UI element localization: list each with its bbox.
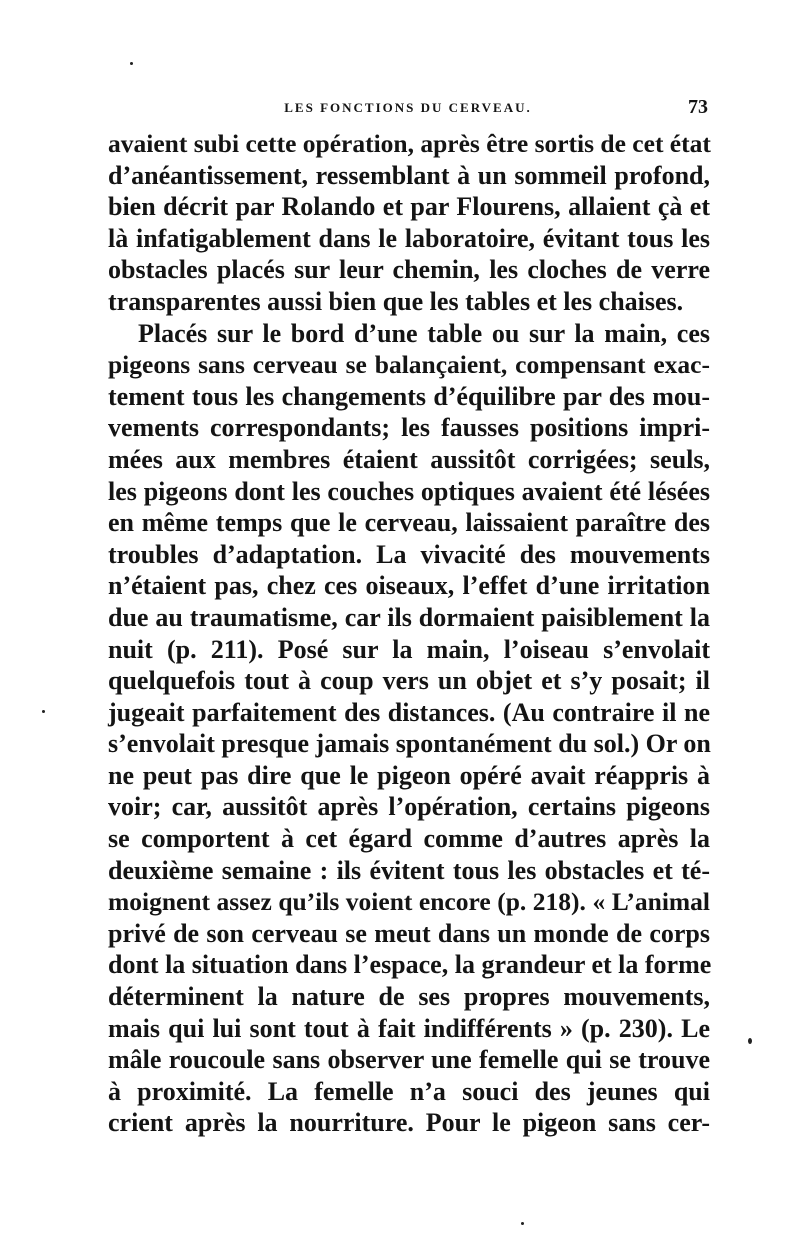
text-line: mâle roucoule sans observer une femelle qui se trouve bbox=[108, 1045, 710, 1075]
page-number: 73 bbox=[688, 96, 708, 118]
text-line: deuxième semaine : ils évitent tous les obstacles et té- bbox=[108, 855, 710, 885]
text-line: nuit (p. 211). Posé sur la main, l’oiseau s’envolait bbox=[108, 634, 710, 664]
text-line: mais qui lui sont tout à fait indifférents » (p. 230). Le bbox=[108, 1013, 710, 1043]
text-line: transparentes aussi bien que les tables et les chaises. bbox=[108, 286, 684, 316]
text-line: se comportent à cet égard comme d’autres après la bbox=[108, 824, 710, 854]
text-line: en même temps que le cerveau, laissaient paraître des bbox=[108, 508, 710, 538]
text-line: tement tous les changements d’équilibre par des mou- bbox=[108, 381, 710, 411]
text-line: dont la situation dans l’espace, la grandeur et la forme bbox=[108, 950, 712, 980]
scan-speck bbox=[42, 710, 45, 713]
scan-speck bbox=[748, 1038, 752, 1044]
text-line: là infatigablement dans le laboratoire, évitant tous les bbox=[108, 223, 710, 253]
text-line: s’envolait presque jamais spontanément du sol.) Or on bbox=[108, 729, 711, 759]
text-line: bien décrit par Rolando et par Flourens, allaient çà et bbox=[108, 192, 710, 222]
text-line: quelquefois tout à coup vers un objet et s’y posait; il bbox=[108, 666, 710, 696]
scan-speck bbox=[130, 62, 133, 65]
text-line: d’anéantissement, ressemblant à un sommeil profond, bbox=[108, 160, 710, 190]
text-line: à proximité. La femelle n’a souci des jeunes qui bbox=[108, 1076, 710, 1106]
text-line: ne peut pas dire que le pigeon opéré avait réappris à bbox=[108, 760, 710, 790]
text-line: avaient subi cette opération, après être sortis de cet état bbox=[108, 129, 711, 158]
text-line: troubles d’adaptation. La vivacité des mouvements bbox=[108, 539, 710, 569]
text-line: due au traumatisme, car ils dormaient paisiblement la bbox=[108, 602, 710, 632]
text-line: les pigeons dont les couches optiques avaient été lésées bbox=[108, 476, 710, 506]
text-line: déterminent la nature de ses propres mouvements, bbox=[108, 982, 710, 1012]
text-line: jugeait parfaitement des distances. (Au contraire il ne bbox=[108, 697, 710, 727]
text-line: vements correspondants; les fausses positions impri- bbox=[108, 413, 710, 443]
scan-speck bbox=[521, 1222, 524, 1225]
text-line: n’étaient pas, chez ces oiseaux, l’effet d’une irritation bbox=[108, 571, 710, 601]
text-line: moignent assez qu’ils voient encore (p. 218). « L’animal bbox=[108, 887, 710, 917]
text-line: Placés sur le bord d’une table ou sur la main, ces bbox=[138, 318, 710, 348]
text-line: crient après la nourriture. Pour le pigeon sans cer- bbox=[108, 1108, 710, 1138]
running-title: LES FONCTIONS DU CERVEAU. bbox=[284, 100, 532, 115]
running-head bbox=[108, 96, 708, 122]
text-line: pigeons sans cerveau se balançaient, compensant exac- bbox=[108, 350, 710, 380]
body-text bbox=[108, 128, 710, 1139]
text-line: obstacles placés sur leur chemin, les cloches de verre bbox=[108, 255, 710, 285]
text-line: voir; car, aussitôt après l’opération, certains pigeons bbox=[108, 792, 710, 822]
text-line: privé de son cerveau se meut dans un monde de corps bbox=[108, 918, 710, 948]
text-line: mées aux membres étaient aussitôt corrigées; seuls, bbox=[108, 444, 710, 474]
